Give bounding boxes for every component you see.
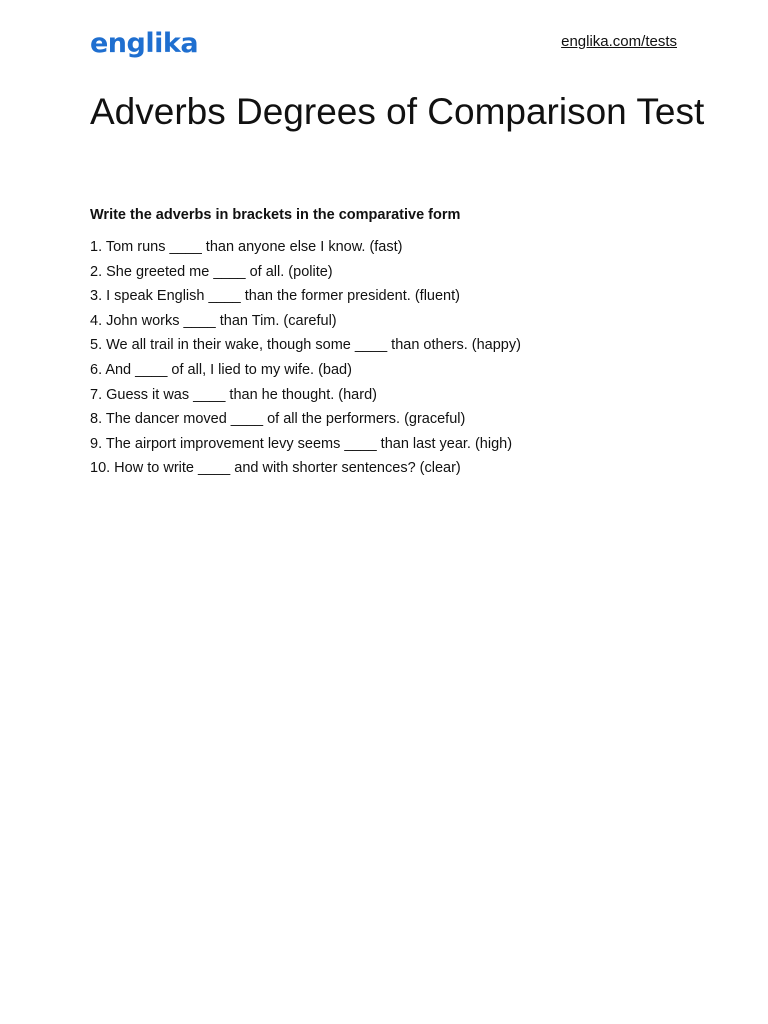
question-item: 10. How to write ____ and with shorter sentences? (clear) [90,460,461,477]
question-item: 2. She greeted me ____ of all. (polite) [90,263,333,280]
question-item: 5. We all trail in their wake, though some ____ than others. (happy) [90,337,521,354]
englika-logo[interactable]: englika [90,28,199,59]
question-item: 7. Guess it was ____ than he thought. (hard) [90,386,377,403]
test-instruction: Write the adverbs in brackets in the comparative form [90,207,461,223]
question-item: 3. I speak English ____ than the former president. (fluent) [90,288,460,305]
page-title: Adverbs Degrees of Comparison Test [90,91,705,132]
question-item: 4. John works ____ than Tim. (careful) [90,312,337,329]
question-item: 1. Tom runs ____ than anyone else I know. (fast) [90,239,403,255]
question-item: 6. And ____ of all, I lied to my wife. (bad) [90,361,352,378]
question-item: 8. The dancer moved ____ of all the performers. (graceful) [90,411,466,428]
englika-tests-link[interactable]: englika.com/tests [561,33,677,50]
question-list [90,235,521,481]
question-item: 9. The airport improvement levy seems ____ than last year. (high) [90,435,513,452]
